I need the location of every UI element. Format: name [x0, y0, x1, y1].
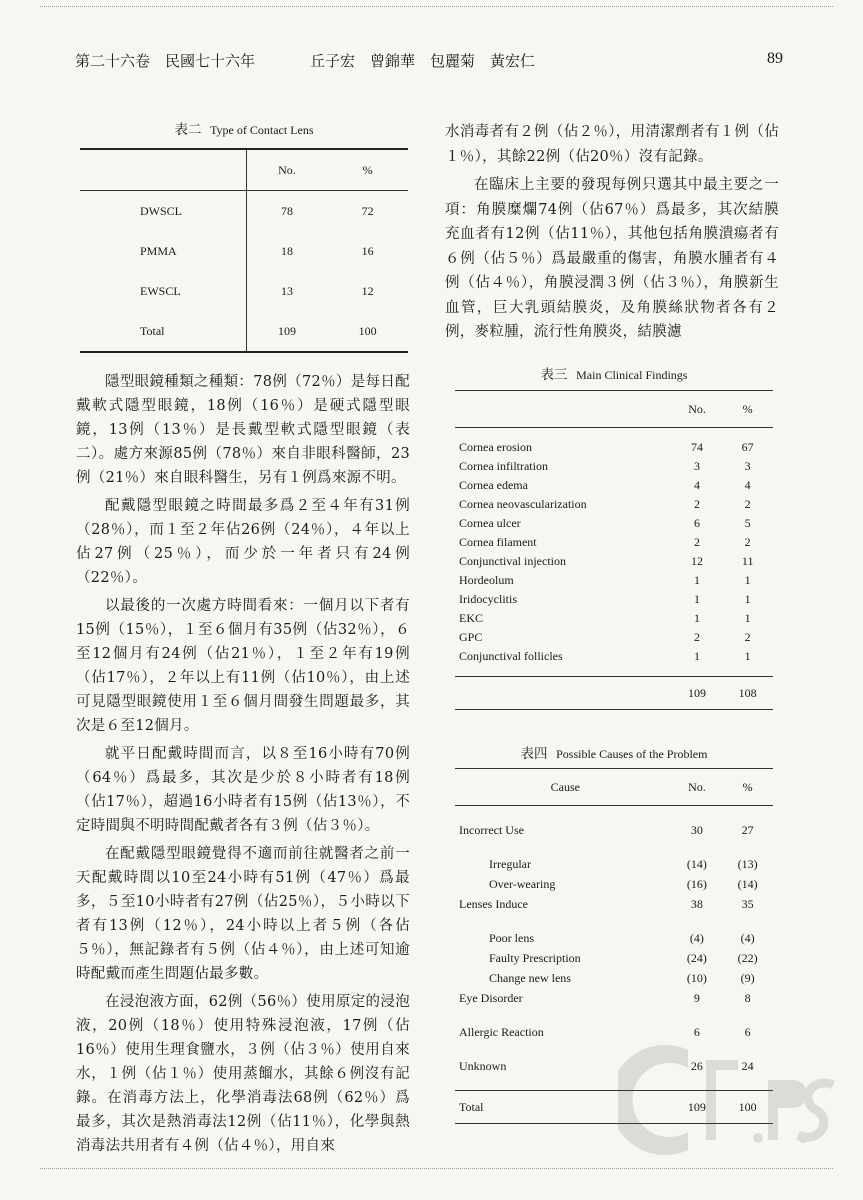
row-pct: 11: [741, 554, 754, 568]
row-no: 13: [280, 283, 293, 298]
row-label: Eye Disorder: [459, 990, 523, 1005]
row-no: (24): [686, 950, 707, 965]
total-no: 109: [672, 677, 723, 710]
page-number: 89: [767, 50, 783, 67]
header-cell: %: [722, 769, 773, 806]
row-label: EKC: [459, 611, 483, 625]
header-authors: 丘子宏 曾錦華 包麗菊 黃宏仁: [310, 52, 536, 70]
row-label: GPC: [459, 630, 483, 644]
table-row: [455, 438, 773, 457]
row-label: Cornea edema: [459, 478, 528, 492]
row-pct: (4): [740, 930, 755, 945]
row-no: 2: [694, 535, 701, 549]
table-row: [80, 231, 408, 271]
row-no: 78: [280, 203, 293, 218]
table-row: [455, 874, 773, 894]
row-pct: (22): [737, 950, 758, 965]
table-row: [455, 628, 773, 647]
table-header-row: [455, 391, 773, 428]
table-row: [80, 311, 408, 352]
header-cell: %: [327, 149, 408, 191]
table-row: [455, 457, 773, 476]
row-pct: 6: [744, 1024, 751, 1039]
row-label: Irregular: [489, 856, 531, 871]
table3: [455, 390, 773, 710]
running-header: [75, 50, 783, 74]
header-volume: 第二十六卷 民國七十六年: [75, 52, 256, 70]
header-cell: No.: [672, 769, 723, 806]
paragraph: 在臨床上主要的發現每例只選其中最主要之一項：角膜糜爛74例（佔67％）爲最多，其次結膜充血者有12例（佔11％），其他包括角膜潰瘍者有６例（佔５％）爲最嚴重的傷害，角膜水腫者有４例（佔４％），角膜浸潤３例（佔３％），角膜新生血管，巨大乳頭結膜炎，及角膜絲狀物者各有２例，麥粒腫，流行性角膜炎，結膜濾: [445, 177, 779, 340]
table3-caption: [455, 363, 773, 383]
header-cell: No.: [672, 391, 723, 428]
table-row: [80, 271, 408, 311]
row-label: Cornea filament: [459, 535, 537, 549]
row-label: Cornea ulcer: [459, 516, 521, 530]
table-total-row: [455, 677, 773, 710]
row-no: 1: [694, 649, 701, 663]
paragraph: 配戴隱型眼鏡之時間最多爲２至４年有31例（28％），而１至２年佔26例（24％），４年以上佔27例（25％），而少於一年者只有24例（22％）。: [76, 498, 410, 586]
table-row: [80, 191, 408, 232]
row-label: Faulty Prescription: [489, 950, 581, 965]
row-label: Unknown: [459, 1058, 507, 1073]
row-label: Cornea erosion: [459, 440, 532, 454]
paragraph: 以最後的一次處方時間看來：一個月以下者有15例（15％），１至６個月有35例（佔32％），６至12個月有24例（佔21％），１至２年有19例（佔17％），２年以上有11例（佔10％），由上述可見隱型眼鏡使用１至６個月間發生問題最多，其次是６至12個月。: [76, 598, 410, 734]
paragraph: 在浸泡液方面，62例（56％）使用原定的浸泡液，20例（18％）使用特殊浸泡液，17例（佔16％）使用生理食鹽水，３例（佔３％）使用自來水，１例（佔１％）使用蒸餾水，其餘６例沒有記錄。在消毒方法上，化學消毒法68例（62％）爲最多，其次是熱消毒法12例（佔11％），化學與熱消毒法共用者有４例（佔４％），用自來: [76, 994, 410, 1154]
row-pct: 24: [741, 1058, 754, 1073]
watermark-logo: [618, 1040, 838, 1160]
row-pct: 12: [361, 283, 374, 298]
row-label: Lenses Induce: [459, 896, 528, 911]
row-pct: (9): [740, 970, 755, 985]
row-no: (10): [686, 970, 707, 985]
row-no: (14): [686, 856, 707, 871]
row-pct: (13): [737, 856, 758, 871]
row-label: PMMA: [80, 231, 246, 271]
row-no: 1: [694, 573, 701, 587]
table-row: [455, 609, 773, 628]
row-pct: 2: [744, 535, 751, 549]
row-no: 2: [694, 497, 701, 511]
right-column: [445, 120, 779, 349]
row-no: 6: [694, 516, 701, 530]
table-row: [455, 476, 773, 495]
total-pct: 100: [722, 1091, 773, 1124]
row-pct: 72: [361, 203, 374, 218]
table-row: [455, 514, 773, 533]
row-label: DWSCL: [80, 191, 246, 232]
row-pct: 5: [744, 516, 751, 530]
paragraph: 水消毒者有２例（佔２％），用清潔劑者有１例（佔１％），其餘22例（佔20％）沒有記錄。: [445, 124, 779, 165]
table-row: [455, 820, 773, 840]
row-no: 18: [280, 243, 293, 258]
row-pct: 35: [741, 896, 754, 911]
row-no: 12: [691, 554, 704, 568]
row-no: 26: [690, 1058, 703, 1073]
row-label: Poor lens: [489, 930, 534, 945]
row-pct: (14): [737, 876, 758, 891]
total-no: 109: [672, 1091, 723, 1124]
row-pct: 1: [744, 649, 751, 663]
header-cell: [80, 149, 246, 191]
row-label: Cornea neovascularization: [459, 497, 587, 511]
row-no: (16): [686, 876, 707, 891]
table-row: [455, 928, 773, 948]
row-no: 4: [694, 478, 701, 492]
row-no: 6: [693, 1024, 700, 1039]
row-pct: 4: [744, 478, 751, 492]
row-label: Over-wearing: [489, 876, 556, 891]
header-cell: No.: [246, 149, 327, 191]
total-pct: 108: [722, 677, 773, 710]
table-row: [455, 590, 773, 609]
row-no: 30: [690, 822, 703, 837]
row-no: 109: [246, 311, 327, 352]
table-row: [455, 1022, 773, 1042]
top-rule: [40, 6, 833, 7]
row-pct: 3: [744, 459, 751, 473]
paragraph: 隱型眼鏡種類之種類：78例（72％）是每日配戴軟式隱型眼鏡，18例（16％）是硬式隱型眼鏡，13例（13％）是長戴型軟式隱型眼鏡（表二）。處方來源85例（78％）來自非眼科醫師，23例（21％）來自眼科醫生，另有１例爲來源不明。: [76, 374, 410, 486]
row-no: (4): [689, 930, 704, 945]
table-row: [455, 894, 773, 914]
row-label: Cornea infiltration: [459, 459, 548, 473]
table-row: [455, 571, 773, 590]
row-label: Conjunctival injection: [459, 554, 566, 568]
row-pct: 67: [741, 440, 754, 454]
table-row: [455, 854, 773, 874]
row-no: 1: [694, 611, 701, 625]
row-pct: 27: [741, 822, 754, 837]
bottom-rule: [40, 1168, 833, 1169]
table-header-row: [455, 769, 773, 806]
row-label: Incorrect Use: [459, 822, 524, 837]
row-label: Total: [80, 311, 246, 352]
row-pct: 1: [744, 573, 751, 587]
row-no: 1: [694, 592, 701, 606]
row-label: Change new lens: [489, 970, 571, 985]
paragraph: 在配戴隱型眼鏡覺得不適而前往就醫者之前一天配戴時間以10至24小時有51例（47％）爲最多，５至10小時者有27例（佔25％），５小時以下者有13例（12％），24小時以上者５例（各佔５％），無記錄者有５例（佔４％），由上述可知逾時配戴而產生問題佔最多數。: [76, 846, 410, 982]
row-label: Conjunctival follicles: [459, 649, 563, 663]
left-column: [76, 370, 410, 1162]
table4-caption: [455, 742, 773, 762]
table2-caption-en: Type of Contact Lens: [210, 123, 314, 137]
table-row: [455, 495, 773, 514]
table-row: [455, 533, 773, 552]
row-label: EWSCL: [80, 271, 246, 311]
table3-caption-en: Main Clinical Findings: [576, 368, 688, 382]
header-cell: %: [722, 391, 773, 428]
table4-caption-en: Possible Causes of the Problem: [556, 747, 708, 761]
row-no: 2: [694, 630, 701, 644]
table4-caption-zh: 表四: [520, 746, 548, 762]
row-no: 9: [693, 990, 700, 1005]
row-pct: 8: [744, 990, 751, 1005]
paragraph: 就平日配戴時間而言，以８至16小時有70例（64％）爲最多，其次是少於８小時者有18例（佔17％），超過16小時者有15例（佔13％），不定時間與不明時間配戴者各有３例（佔３％）。: [76, 746, 410, 834]
header-cell: [455, 391, 672, 428]
row-label: Hordeolum: [459, 573, 514, 587]
table-row: [455, 647, 773, 666]
table2-caption-zh: 表二: [174, 122, 202, 138]
table-row: [455, 968, 773, 988]
row-pct: 100: [327, 311, 408, 352]
table-header-row: [80, 149, 408, 191]
row-no: 38: [690, 896, 703, 911]
row-no: 74: [691, 440, 704, 454]
row-pct: 1: [744, 611, 751, 625]
table-row: [455, 948, 773, 968]
row-label: Iridocyclitis: [459, 592, 517, 606]
row-label: Allergic Reaction: [459, 1024, 544, 1039]
row-pct: 16: [361, 243, 374, 258]
row-pct: 1: [744, 592, 751, 606]
table-row: [455, 988, 773, 1008]
table-row: [455, 552, 773, 571]
table2: [80, 148, 408, 353]
table2-caption: [80, 118, 408, 138]
total-label: Total: [455, 1091, 672, 1124]
row-pct: 2: [744, 630, 751, 644]
header-cell: Cause: [455, 769, 672, 806]
row-pct: 2: [744, 497, 751, 511]
row-no: 3: [694, 459, 701, 473]
table3-caption-zh: 表三: [540, 367, 568, 383]
